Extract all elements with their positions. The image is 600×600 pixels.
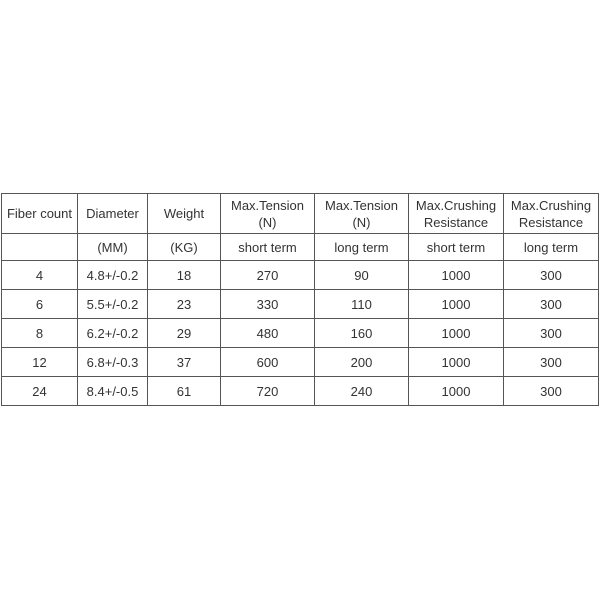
unit-cell <box>2 234 78 261</box>
table-row <box>2 377 599 406</box>
table-cell: 4 <box>2 261 78 290</box>
unit-cell: (KG) <box>148 234 221 261</box>
table-cell: 4.8+/-0.2 <box>78 261 148 290</box>
table-header-row <box>2 194 599 234</box>
header-cell-max-tension-long: Max.Tension (N) <box>315 194 409 234</box>
table-cell: 300 <box>504 290 599 319</box>
table-row <box>2 319 599 348</box>
table-cell: 1000 <box>409 377 504 406</box>
table-cell: 37 <box>148 348 221 377</box>
table-cell: 18 <box>148 261 221 290</box>
fiber-cable-spec-table <box>1 193 599 406</box>
table-cell: 61 <box>148 377 221 406</box>
table-cell: 6.8+/-0.3 <box>78 348 148 377</box>
table-cell: 240 <box>315 377 409 406</box>
table-cell: 1000 <box>409 348 504 377</box>
table-cell: 200 <box>315 348 409 377</box>
table-cell: 29 <box>148 319 221 348</box>
table-cell: 160 <box>315 319 409 348</box>
table-cell: 480 <box>221 319 315 348</box>
table-cell: 8 <box>2 319 78 348</box>
unit-cell: short term <box>221 234 315 261</box>
header-cell-max-crushing-short: Max.Crushing Resistance <box>409 194 504 234</box>
table-cell: 90 <box>315 261 409 290</box>
table-cell: 6.2+/-0.2 <box>78 319 148 348</box>
table-cell: 300 <box>504 319 599 348</box>
table-cell: 5.5+/-0.2 <box>78 290 148 319</box>
header-cell-weight: Weight <box>148 194 221 234</box>
table-cell: 300 <box>504 348 599 377</box>
table-cell: 23 <box>148 290 221 319</box>
table-cell: 12 <box>2 348 78 377</box>
header-cell-fiber-count: Fiber count <box>2 194 78 234</box>
table-cell: 270 <box>221 261 315 290</box>
header-cell-diameter: Diameter <box>78 194 148 234</box>
header-cell-max-crushing-long: Max.Crushing Resistance <box>504 194 599 234</box>
unit-cell: short term <box>409 234 504 261</box>
unit-cell: (MM) <box>78 234 148 261</box>
table-cell: 110 <box>315 290 409 319</box>
table-cell: 8.4+/-0.5 <box>78 377 148 406</box>
table-cell: 1000 <box>409 319 504 348</box>
table-cell: 1000 <box>409 261 504 290</box>
table-cell: 600 <box>221 348 315 377</box>
table-unit-row <box>2 234 599 261</box>
table-row <box>2 261 599 290</box>
table-cell: 330 <box>221 290 315 319</box>
header-cell-max-tension-short: Max.Tension (N) <box>221 194 315 234</box>
unit-cell: long term <box>315 234 409 261</box>
table-cell: 6 <box>2 290 78 319</box>
unit-cell: long term <box>504 234 599 261</box>
table-row <box>2 290 599 319</box>
table-cell: 300 <box>504 377 599 406</box>
table-row <box>2 348 599 377</box>
table-cell: 300 <box>504 261 599 290</box>
table-cell: 24 <box>2 377 78 406</box>
table-cell: 1000 <box>409 290 504 319</box>
table-cell: 720 <box>221 377 315 406</box>
